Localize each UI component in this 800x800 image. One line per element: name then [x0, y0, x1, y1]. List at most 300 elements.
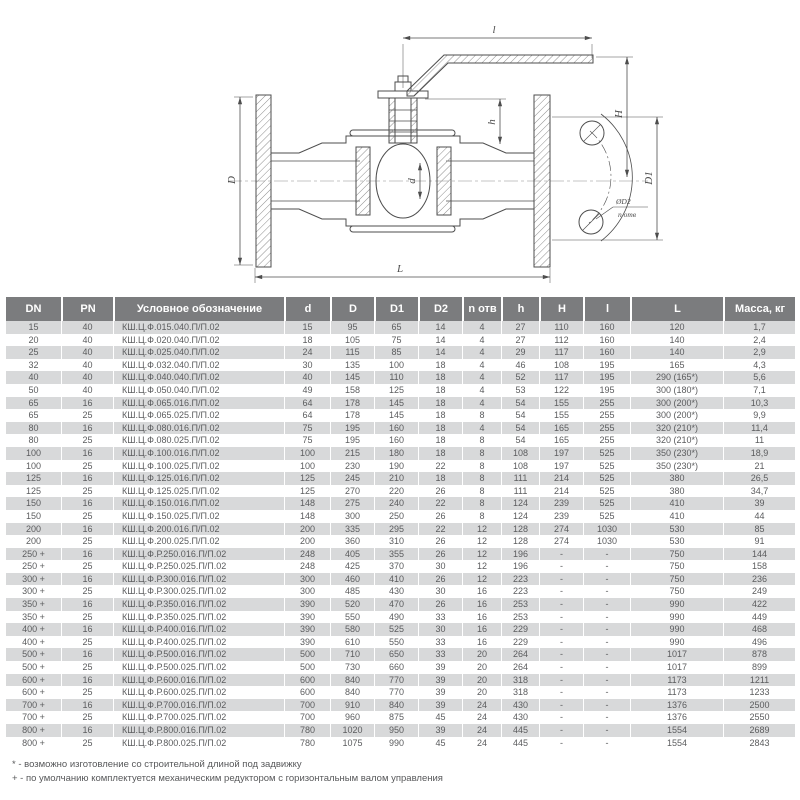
value-cell: 910 [330, 699, 374, 712]
column-header-0: DN [6, 297, 61, 321]
value-cell: 15 [284, 321, 330, 334]
column-header-1: PN [61, 297, 113, 321]
value-cell: 18 [418, 409, 462, 422]
value-cell: 128 [501, 535, 539, 548]
value-cell: 54 [501, 397, 539, 410]
value-cell: 20 [462, 648, 501, 661]
value-cell: 24 [462, 737, 501, 750]
value-cell: 112 [539, 334, 583, 347]
value-cell: 14 [418, 321, 462, 334]
value-cell: 158 [723, 560, 795, 573]
value-cell: 275 [330, 497, 374, 510]
value-cell: 15 [28, 322, 39, 332]
value-cell: 64 [284, 397, 330, 410]
value-cell: 25 [61, 560, 113, 573]
value-cell: 2550 [723, 711, 795, 724]
value-cell: 4 [462, 422, 501, 435]
value-cell: 422 [723, 598, 795, 611]
value-cell: 600 + [22, 674, 45, 685]
table-row [6, 510, 795, 523]
value-cell: 140 [630, 346, 723, 359]
value-cell: 80 [28, 422, 39, 433]
table-row [6, 384, 795, 397]
value-cell: 75 [374, 334, 418, 347]
value-cell: 1020 [330, 724, 374, 737]
value-cell: 290 (165*) [630, 371, 723, 384]
value-cell: 200 [284, 535, 330, 548]
value-cell: 145 [374, 409, 418, 422]
value-cell: 39 [418, 699, 462, 712]
value-cell: 390 [284, 623, 330, 636]
table-row [6, 661, 795, 674]
value-cell: 150 [25, 498, 42, 509]
value-cell: 180 [374, 447, 418, 460]
value-cell: - [539, 661, 583, 674]
value-cell: 26 [418, 485, 462, 498]
value-cell: 22 [418, 523, 462, 536]
value-cell: 145 [330, 371, 374, 384]
value-cell: 16 [61, 472, 113, 485]
value-cell: 16 [61, 724, 113, 737]
value-cell: 100 [284, 460, 330, 473]
value-cell: 4,3 [723, 359, 795, 372]
table-row [6, 422, 795, 435]
table-row [6, 535, 795, 548]
value-cell: 197 [539, 447, 583, 460]
value-cell: 125 [284, 472, 330, 485]
value-cell: 390 [284, 636, 330, 649]
value-cell: 700 + [22, 699, 45, 710]
designation-cell: КШ.Ц.Ф.Р.600.016.П/П.02 [113, 674, 284, 687]
value-cell: 220 [374, 485, 418, 498]
value-cell: 117 [539, 371, 583, 384]
designation-cell: КШ.Ц.Ф.Р.800.025.П/П.02 [113, 737, 284, 750]
value-cell: 80 [28, 435, 39, 446]
value-cell: 39 [418, 686, 462, 699]
column-header-2: Условное обозначение [113, 297, 284, 321]
value-cell: - [583, 699, 630, 712]
value-cell: - [583, 636, 630, 649]
value-cell: 8 [462, 510, 501, 523]
value-cell: 990 [630, 611, 723, 624]
valve-drawing-area [0, 0, 800, 297]
left-seat [356, 147, 370, 215]
value-cell: 990 [630, 623, 723, 636]
value-cell: 40 [284, 371, 330, 384]
value-cell: - [583, 548, 630, 561]
right-seat [437, 147, 451, 215]
value-cell: 4 [462, 359, 501, 372]
value-cell: 26 [418, 548, 462, 561]
value-cell: 236 [723, 573, 795, 586]
value-cell: 2,4 [723, 334, 795, 347]
column-header-8: h [501, 297, 539, 321]
designation-cell: КШ.Ц.Ф.032.040.П/П.02 [113, 359, 284, 372]
value-cell: 445 [501, 737, 539, 750]
value-cell: 16 [61, 623, 113, 636]
value-cell: 26,5 [723, 472, 795, 485]
value-cell: 196 [501, 560, 539, 573]
value-cell: 960 [330, 711, 374, 724]
dim-label-d: d [406, 178, 418, 184]
value-cell: 160 [583, 334, 630, 347]
value-cell: 11 [723, 434, 795, 447]
value-cell: 875 [374, 711, 418, 724]
value-cell: 195 [330, 422, 374, 435]
end-view-flange-arc [601, 114, 632, 241]
value-cell: 239 [539, 510, 583, 523]
table-row [6, 359, 795, 372]
value-cell: - [583, 661, 630, 674]
value-cell: 160 [374, 422, 418, 435]
value-cell: 16 [61, 497, 113, 510]
value-cell: 2689 [723, 724, 795, 737]
value-cell: 20 [28, 334, 39, 345]
value-cell: 550 [330, 611, 374, 624]
table-row [6, 485, 795, 498]
value-cell: 530 [630, 535, 723, 548]
value-cell: 496 [723, 636, 795, 649]
value-cell: 111 [501, 472, 539, 485]
table-header-row [6, 297, 795, 321]
designation-cell: КШ.Ц.Ф.Р.250.025.П/П.02 [113, 560, 284, 573]
value-cell: 27 [501, 321, 539, 334]
value-cell: 111 [501, 485, 539, 498]
designation-cell: КШ.Ц.Ф.200.016.П/П.02 [113, 523, 284, 536]
value-cell: 16 [462, 585, 501, 598]
value-cell: 1173 [630, 686, 723, 699]
value-cell: 124 [501, 497, 539, 510]
value-cell: 750 [630, 548, 723, 561]
value-cell: 255 [583, 409, 630, 422]
value-cell: 390 [284, 598, 330, 611]
value-cell: 255 [583, 434, 630, 447]
value-cell: 253 [501, 611, 539, 624]
designation-cell: КШ.Ц.Ф.Р.350.025.П/П.02 [113, 611, 284, 624]
table-row [6, 334, 795, 347]
value-cell: 229 [501, 636, 539, 649]
value-cell: 249 [723, 585, 795, 598]
value-cell: 410 [630, 497, 723, 510]
footnote-asterisk: * - возможно изготовление со строительной длиной под задвижку [12, 759, 302, 771]
value-cell: 25 [61, 409, 113, 422]
designation-cell: КШ.Ц.Ф.Р.300.016.П/П.02 [113, 573, 284, 586]
value-cell: 26 [418, 598, 462, 611]
value-cell: 16 [462, 598, 501, 611]
value-cell: 25 [28, 347, 39, 358]
value-cell: 49 [284, 384, 330, 397]
value-cell: 460 [330, 573, 374, 586]
value-cell: 24 [284, 346, 330, 359]
value-cell: 1376 [630, 699, 723, 712]
value-cell: 350 (230*) [630, 460, 723, 473]
designation-cell: КШ.Ц.Ф.Р.700.025.П/П.02 [113, 711, 284, 724]
value-cell: 525 [583, 485, 630, 498]
bottom-cover-plate [350, 226, 455, 232]
value-cell: - [583, 674, 630, 687]
value-cell: 160 [374, 434, 418, 447]
value-cell: 750 [630, 585, 723, 598]
value-cell: 75 [284, 434, 330, 447]
value-cell: 320 (210*) [630, 434, 723, 447]
value-cell: 2843 [723, 737, 795, 750]
value-cell: - [583, 711, 630, 724]
value-cell: 610 [330, 636, 374, 649]
value-cell: 16 [61, 548, 113, 561]
right-flange [534, 95, 550, 267]
value-cell: 32 [28, 359, 39, 370]
value-cell: 4 [462, 397, 501, 410]
value-cell: 25 [61, 434, 113, 447]
value-cell: 150 [25, 510, 42, 521]
value-cell: 18 [284, 334, 330, 347]
value-cell: 750 [630, 560, 723, 573]
value-cell: 700 + [22, 712, 45, 723]
value-cell: 12 [462, 523, 501, 536]
value-cell: 300 (200*) [630, 409, 723, 422]
value-cell: 770 [374, 686, 418, 699]
value-cell: 4 [462, 371, 501, 384]
value-cell: 840 [374, 699, 418, 712]
value-cell: 650 [374, 648, 418, 661]
value-cell: 430 [501, 711, 539, 724]
value-cell: 1017 [630, 661, 723, 674]
value-cell: 660 [374, 661, 418, 674]
value-cell: 370 [374, 560, 418, 573]
value-cell: 25 [61, 611, 113, 624]
value-cell: 54 [501, 434, 539, 447]
designation-cell: КШ.Ц.Ф.100.016.П/П.02 [113, 447, 284, 460]
value-cell: 400 + [22, 624, 45, 635]
column-header-9: H [539, 297, 583, 321]
value-cell: 178 [330, 397, 374, 410]
designation-cell: КШ.Ц.Ф.025.040.П/П.02 [113, 346, 284, 359]
value-cell: 148 [284, 497, 330, 510]
value-cell: 264 [501, 648, 539, 661]
value-cell: 300 [284, 585, 330, 598]
value-cell: - [583, 686, 630, 699]
value-cell: 300 [284, 573, 330, 586]
value-cell: 710 [330, 648, 374, 661]
value-cell: 300 + [22, 586, 45, 597]
value-cell: 165 [539, 422, 583, 435]
value-cell: 430 [374, 585, 418, 598]
value-cell: 155 [539, 409, 583, 422]
value-cell: - [539, 611, 583, 624]
value-cell: 700 [284, 711, 330, 724]
value-cell: - [539, 686, 583, 699]
value-cell: - [539, 585, 583, 598]
value-cell: 840 [330, 674, 374, 687]
value-cell: 250 [374, 510, 418, 523]
value-cell: 350 + [22, 599, 45, 610]
value-cell: 990 [630, 636, 723, 649]
value-cell: 195 [583, 359, 630, 372]
value-cell: 1211 [723, 674, 795, 687]
value-cell: 449 [723, 611, 795, 624]
designation-cell: КШ.Ц.Ф.150.016.П/П.02 [113, 497, 284, 510]
value-cell: 100 [374, 359, 418, 372]
designation-cell: КШ.Ц.Ф.100.025.П/П.02 [113, 460, 284, 473]
valve-technical-drawing [0, 0, 800, 297]
value-cell: 195 [583, 371, 630, 384]
value-cell: 470 [374, 598, 418, 611]
value-cell: 12 [462, 573, 501, 586]
value-cell: 44 [723, 510, 795, 523]
value-cell: 300 (180*) [630, 384, 723, 397]
designation-cell: КШ.Ц.Ф.200.025.П/П.02 [113, 535, 284, 548]
column-header-10: l [583, 297, 630, 321]
value-cell: 500 [284, 661, 330, 674]
value-cell: 40 [61, 371, 113, 384]
value-cell: 600 + [22, 687, 45, 698]
table-row [6, 573, 795, 586]
valve-spec-table [6, 297, 795, 749]
designation-cell: КШ.Ц.Ф.040.040.П/П.02 [113, 371, 284, 384]
value-cell: 700 [284, 699, 330, 712]
value-cell: - [583, 573, 630, 586]
value-cell: 2,9 [723, 346, 795, 359]
value-cell: 248 [284, 548, 330, 561]
value-cell: 33 [418, 648, 462, 661]
value-cell: 525 [583, 510, 630, 523]
value-cell: 20 [462, 686, 501, 699]
designation-cell: КШ.Ц.Ф.Р.400.016.П/П.02 [113, 623, 284, 636]
value-cell: - [539, 648, 583, 661]
designation-cell: КШ.Ц.Ф.080.025.П/П.02 [113, 434, 284, 447]
value-cell: 255 [583, 422, 630, 435]
designation-cell: КШ.Ц.Ф.065.016.П/П.02 [113, 397, 284, 410]
value-cell: 390 [284, 611, 330, 624]
value-cell: 274 [539, 523, 583, 536]
value-cell: 1376 [630, 711, 723, 724]
value-cell: 8 [462, 434, 501, 447]
value-cell: 22 [418, 497, 462, 510]
designation-cell: КШ.Ц.Ф.Р.700.016.П/П.02 [113, 699, 284, 712]
value-cell: 600 [284, 674, 330, 687]
value-cell: 18 [418, 472, 462, 485]
table-row [6, 699, 795, 712]
value-cell: 500 [284, 648, 330, 661]
designation-cell: КШ.Ц.Ф.065.025.П/П.02 [113, 409, 284, 422]
value-cell: 25 [61, 585, 113, 598]
valve-body-section [228, 55, 648, 267]
value-cell: 30 [284, 359, 330, 372]
value-cell: 20 [462, 674, 501, 687]
value-cell: 5,6 [723, 371, 795, 384]
value-cell: 11,4 [723, 422, 795, 435]
value-cell: - [539, 598, 583, 611]
table-row [6, 611, 795, 624]
value-cell: 580 [330, 623, 374, 636]
value-cell: 16 [61, 397, 113, 410]
value-cell: 4 [462, 346, 501, 359]
value-cell: 248 [284, 560, 330, 573]
value-cell: 8 [462, 409, 501, 422]
value-cell: 525 [583, 460, 630, 473]
value-cell: 197 [539, 460, 583, 473]
designation-cell: КШ.Ц.Ф.Р.300.025.П/П.02 [113, 585, 284, 598]
value-cell: 26 [418, 510, 462, 523]
value-cell: 214 [539, 472, 583, 485]
value-cell: 195 [330, 434, 374, 447]
value-cell: 24 [462, 711, 501, 724]
value-cell: 1173 [630, 674, 723, 687]
value-cell: 990 [630, 598, 723, 611]
value-cell: 525 [583, 447, 630, 460]
value-cell: 16 [61, 523, 113, 536]
value-cell: 40 [28, 372, 39, 383]
value-cell: 144 [723, 548, 795, 561]
value-cell: 239 [539, 497, 583, 510]
value-cell: 22 [418, 460, 462, 473]
value-cell: 7,1 [723, 384, 795, 397]
value-cell: 145 [374, 397, 418, 410]
value-cell: 85 [374, 346, 418, 359]
table-row [6, 434, 795, 447]
table-row [6, 711, 795, 724]
value-cell: 105 [330, 334, 374, 347]
designation-cell: КШ.Ц.Ф.050.040.П/П.02 [113, 384, 284, 397]
value-cell: 1075 [330, 737, 374, 750]
designation-cell: КШ.Ц.Ф.125.016.П/П.02 [113, 472, 284, 485]
value-cell: 780 [284, 724, 330, 737]
value-cell: 25 [61, 737, 113, 750]
value-cell: 16 [61, 447, 113, 460]
value-cell: 27 [501, 334, 539, 347]
value-cell: 310 [374, 535, 418, 548]
value-cell: 318 [501, 686, 539, 699]
value-cell: 45 [418, 737, 462, 750]
table-row [6, 560, 795, 573]
value-cell: 18 [418, 371, 462, 384]
table-row [6, 497, 795, 510]
value-cell: 25 [61, 460, 113, 473]
left-flange [256, 95, 271, 267]
value-cell: 210 [374, 472, 418, 485]
top-cover-plate [350, 130, 455, 136]
value-cell: 54 [501, 409, 539, 422]
value-cell: 54 [501, 422, 539, 435]
value-cell: 245 [330, 472, 374, 485]
column-header-7: n отв [462, 297, 501, 321]
value-cell: 160 [583, 346, 630, 359]
value-cell: 445 [501, 724, 539, 737]
value-cell: - [583, 724, 630, 737]
value-cell: 26 [418, 573, 462, 586]
table-row [6, 674, 795, 687]
value-cell: - [539, 560, 583, 573]
designation-cell: КШ.Ц.Ф.Р.500.016.П/П.02 [113, 648, 284, 661]
value-cell: 25 [61, 661, 113, 674]
value-cell: 468 [723, 623, 795, 636]
value-cell: 255 [583, 397, 630, 410]
table-row [6, 585, 795, 598]
designation-cell: КШ.Ц.Ф.Р.800.016.П/П.02 [113, 724, 284, 737]
value-cell: 18 [418, 447, 462, 460]
value-cell: 29 [501, 346, 539, 359]
value-cell: 229 [501, 623, 539, 636]
value-cell: 25 [61, 686, 113, 699]
footnote-plus: + - по умолчанию комплектуется механическим редуктором с горизонтальным валом управления [12, 773, 443, 785]
value-cell: 18 [418, 359, 462, 372]
value-cell: 40 [61, 334, 113, 347]
value-cell: 40 [61, 384, 113, 397]
designation-cell: КШ.Ц.Ф.Р.600.025.П/П.02 [113, 686, 284, 699]
value-cell: 45 [418, 711, 462, 724]
value-cell: 25 [61, 711, 113, 724]
value-cell: - [539, 573, 583, 586]
